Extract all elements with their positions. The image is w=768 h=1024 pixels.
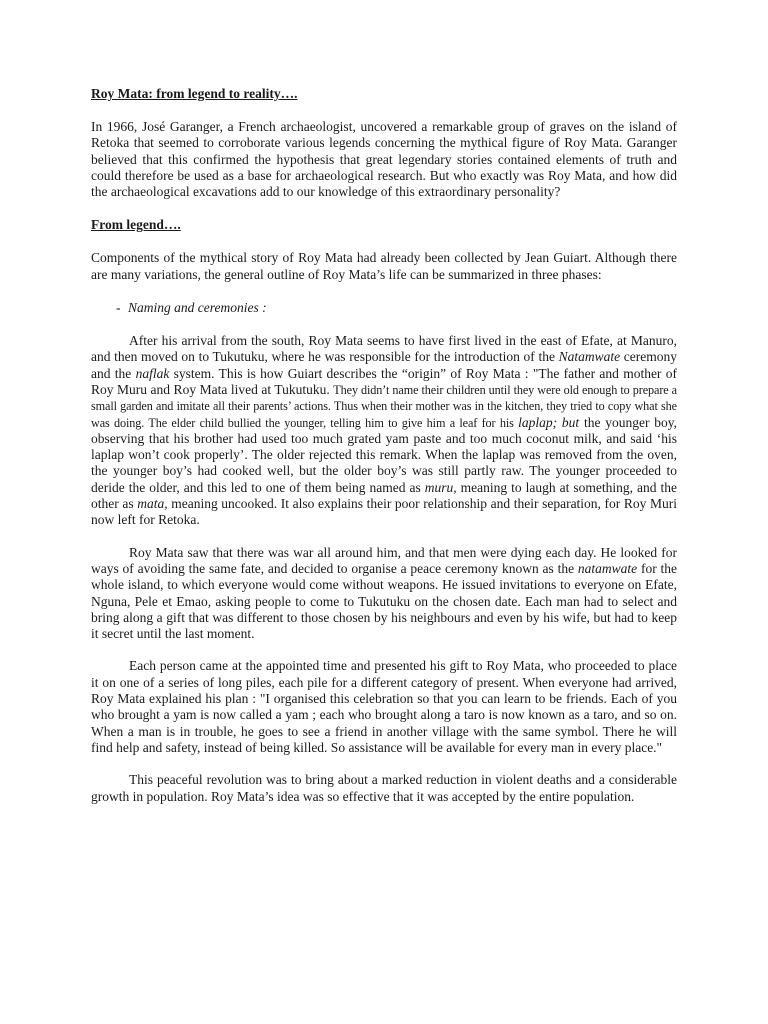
paragraph-revolution: This peaceful revolution was to bring about a marked reduction in violent deaths and a considerable growth in population. Roy Mata’s idea was so effective that it was accepted by the entire population. [91,772,677,804]
section-heading-from-legend: From legend…. [91,217,181,233]
text-run: meaning uncooked. It also explains their poor relationship and their separation, for Roy Muri now left for Retoka. [91,496,678,528]
document-title: Roy Mata: from legend to reality…. [91,86,298,101]
italic-term: naflak [135,365,170,381]
bullet-dash: - [116,300,121,316]
italic-term: Natamwate [558,349,621,365]
text-run: for the whole island, to which everyone would come without weapons. He issued invitations to everyone on Efate, Nguna, Pele et Emao, asking people to come to Tukutuku on the chosen date. Each man had to select and bring along a gift that was different to those chosen by his neighbours and even by his wife, but had to keep it secret until the last moment. [91,560,678,642]
italic-term: laplap; but [518,414,580,430]
text-run: Roy Mata saw that there was war all around him, and that men were dying each day. He looked for ways of avoiding the same fate, and decided to organise a peace ceremony known as the [91,544,677,576]
text-run: system. This is how Guiart describes the “origin” of Roy Mata : "The father and mother of Roy Muru and Roy Mata lived at Tukutuku. [91,365,677,397]
italic-term: muru, [424,479,457,495]
bullet-item [91,300,677,316]
text-run: meaning to laugh at something, and the other as [91,479,677,512]
section-intro-paragraph: Components of the mythical story of Roy Mata had already been collected by Jean Guiart. Although there are many variations, the general outline of Roy Mata’s life can be summarized in three phases: [91,250,677,282]
text-run: They didn’t name their children until they were old enough to prepare a small garden and imitate all their parents’ actions. Thus when their mother was in the kitchen, they tried to copy what she was doing. The elder child bullied the younger, telling him to give him a leaf for his [91,382,677,430]
text-run: After his arrival from the south, Roy Mata seems to have first lived in the east of Efate, at Manuro, and then moved on to Tukutuku, where he was responsible for the introduction of the [91,333,677,365]
text-run: the younger boy, observing that his brother had used too much grated yam paste and too much coconut milk, and said ‘his laplap won’t cook properly’. The older rejected this remark. When the laplap was removed from the oven, the younger boy’s had cooked well, but the older boy’s was still partly raw. The younger proceeded to deride the older, and this led to one of them being named as [91,414,678,495]
text-run: ceremony and the [91,349,677,381]
italic-term: natamwate [577,560,638,576]
bullet-label: Naming and ceremonies : [128,300,267,316]
intro-paragraph: In 1966, José Garanger, a French archaeologist, uncovered a remarkable group of graves on the island of Retoka that seemed to corroborate various legends concerning the mythical figure of Roy Mata. Garanger believed that this confirmed the hypothesis that great legendary stories contained elements of truth and could therefore be used as a base for archaeological research. But who exactly was Roy Mata, and how did the archaeological excavations add to our knowledge of this extraordinary personality? [91,119,677,200]
paragraph-gifts: Each person came at the appointed time and presented his gift to Roy Mata, who proceeded to place it on one of a series of long piles, each pile for a different category of present. When everyone had arrived, Roy Mata explained his plan : "I organised this celebration so that you can learn to be friends. Each of you who brought a yam is now called a yam ; each who brought along a taro is now known as a taro, and so on. When a man is in trouble, he goes to see a friend in another village with the same symbol. There he will find help and safety, instead of being killed. So assistance will be available for every man in every place." [91,658,677,755]
italic-term: mata, [137,496,168,512]
paragraph-peace-ceremony [91,545,677,643]
paragraph-origin-story [91,333,677,529]
